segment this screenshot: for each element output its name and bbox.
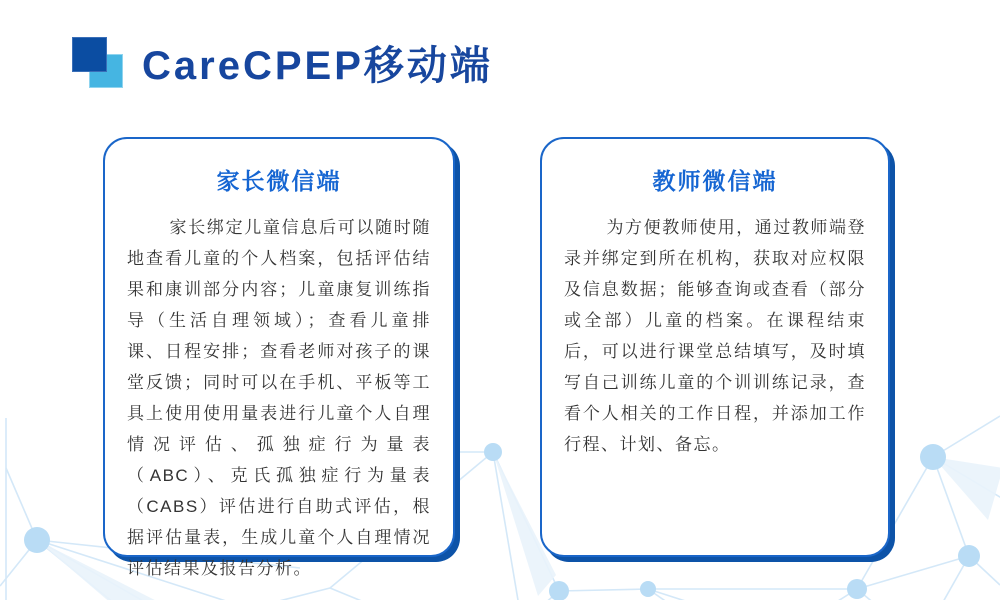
card-teacher-title: 教师微信端 xyxy=(652,168,778,194)
card-parent-wechat xyxy=(103,137,455,578)
logo-squares-icon xyxy=(72,37,122,87)
card-parent-body: 家长绑定儿童信息后可以随时随地查看儿童的个人档案，包括评估结果和康训部分内容；儿童康复训练指导（生活自理领域）；查看儿童排课、日程安排；查看老师对孩子的课堂反馈；同时可以在手机、平板等工具上使用使用量表进行儿童个人自理情况评估、孤独症行为量表（ABC）、克氏孤独症行为量表（CABS）评估进行自助式评估，根据评估量表，生成儿童个人自理情况评估结果及报告分析。 xyxy=(127,218,431,578)
card-teacher-body: 为方便教师使用，通过教师端登录并绑定到所在机构，获取对应权限及信息数据；能够查询或查看（部分或全部）儿童的档案。在课程结束后，可以进行课堂总结填写，及时填写自己训练儿童的个训训练记录，查看个人相关的工作日程，并添加工作行程、计划、备忘。 xyxy=(564,218,866,454)
card-parent-title: 家长微信端 xyxy=(216,168,342,194)
logo-dark-square xyxy=(72,37,107,72)
page-title: CareCPEP移动端 xyxy=(142,43,493,88)
card-teacher-wechat xyxy=(540,137,890,557)
header xyxy=(72,34,493,90)
